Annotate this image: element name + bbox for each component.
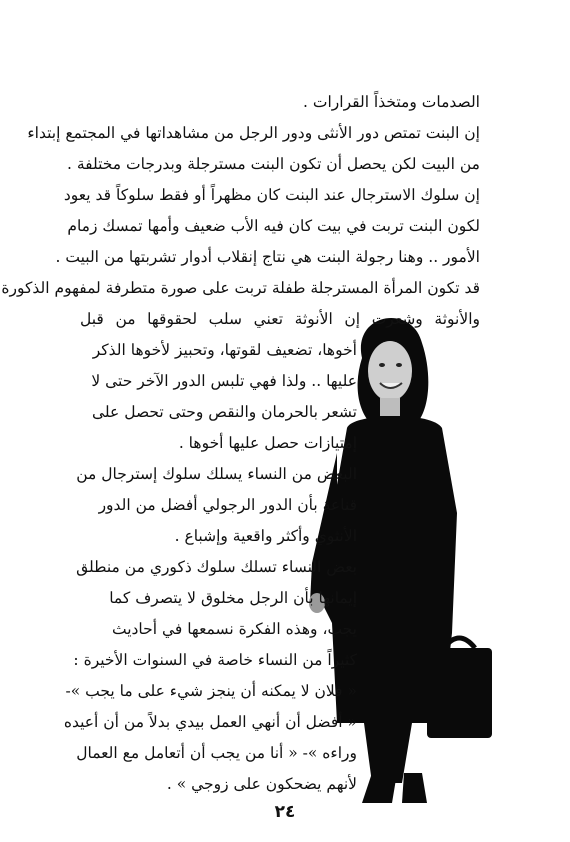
text-line: إمتيازات حصل عليها أخوها . bbox=[178, 434, 357, 452]
text-line: من البيت لكن يحصل أن تكون البنت مسترجلة وبدرجات مختلفة . bbox=[66, 155, 480, 173]
text-line: « فلان لا يمكنه أن ينجز شيء على ما يجب »- bbox=[65, 682, 357, 700]
text-line: البعض من النساء يسلك سلوك إسترجال من bbox=[76, 465, 357, 483]
text-line: تشعر بالحرمان والنقص وحتى تحصل على bbox=[91, 403, 357, 421]
text-line: الأمور .. وهنا رجولة البنت هي نتاج إنقلاب أدوار تشربتها من البيت . bbox=[55, 248, 480, 266]
text-line: قد تكون المرأة المسترجلة طفلة تربت على صورة متطرفة لمفهوم الذكورة bbox=[1, 279, 480, 297]
text-line: « أفضل أن أنهي العمل بيدي بدلاً من أن أعيده bbox=[63, 713, 357, 731]
text-line: عليها .. ولذا فهي تلبس الدور الآخر حتى لا bbox=[91, 372, 357, 390]
text-line: بعض النساء تسلك سلوك ذكوري من منطلق bbox=[76, 558, 357, 576]
text-line: أخوها، تضعيف لقوتها، وتحبيز لأخوها الذكر bbox=[92, 341, 357, 359]
text-line: الصدمات ومتخذاً القرارات . bbox=[303, 93, 480, 111]
text-line: إن البنت تمتص دور الأنثى ودور الرجل من مشاهداتها في المجتمع إبتداء bbox=[27, 124, 480, 142]
text-line: لأنهم يضحكون على زوجي » . bbox=[166, 775, 357, 793]
text-line: يجب، وهذه الفكرة نسمعها في أحاديث bbox=[111, 620, 357, 638]
text-line: كثيراً من النساء خاصة في السنوات الأخيرة : bbox=[73, 651, 357, 669]
text-line: إن سلوك الاسترجال عند البنت كان مظهراً أو فقط سلوكاً قد يعود bbox=[63, 186, 480, 204]
text-line: والأنوثة وشعرت إن الأنوثة تعني سلب لحقوقها من قبل bbox=[80, 310, 480, 328]
figure-face bbox=[368, 341, 412, 401]
text-line: إيمانها بأن الرجل مخلوق لا يتصرف كما bbox=[109, 589, 357, 607]
text-line: لكون البنت تربت في بيت كان فيه الأب ضعيف وأمها تمسك زمام bbox=[67, 217, 480, 235]
text-line: وراءه »- « أنا من يجب أن أتعامل مع العمال bbox=[76, 744, 357, 762]
text-line: الأنثوي وأكثر واقعية وإشباع . bbox=[174, 527, 357, 545]
text-line: قناعة بأن الدور الرجولي أفضل من الدور bbox=[98, 496, 357, 514]
page-number: ٢٤ bbox=[274, 802, 296, 822]
briefcase bbox=[427, 648, 492, 738]
